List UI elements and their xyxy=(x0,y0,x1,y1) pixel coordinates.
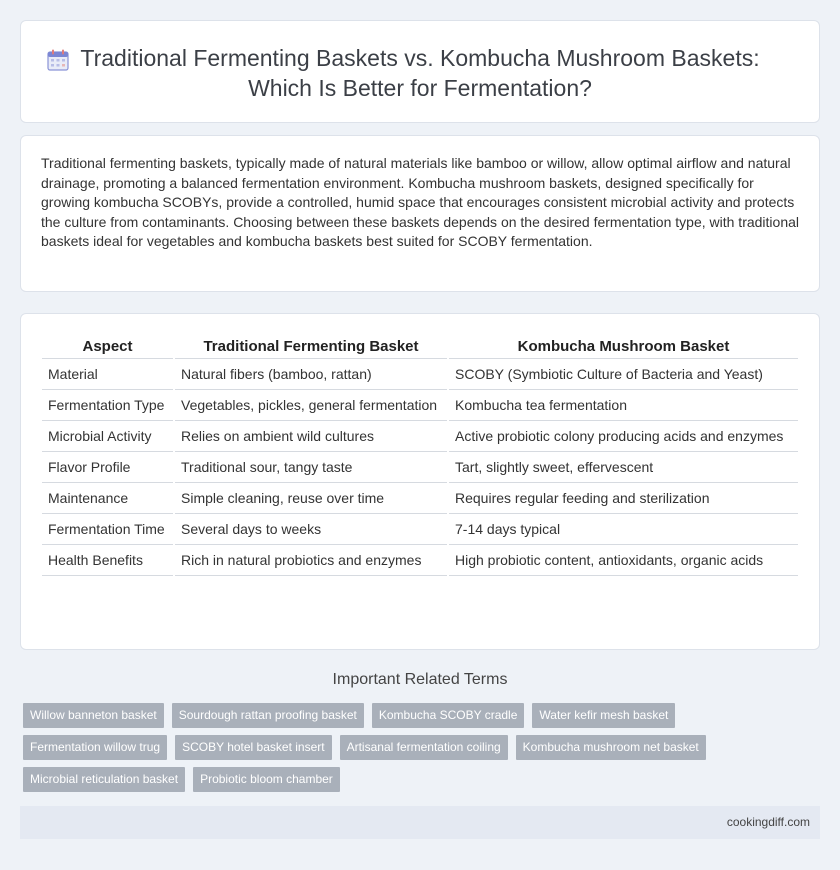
related-term-tag[interactable]: Kombucha SCOBY cradle xyxy=(372,703,525,728)
table-row xyxy=(42,451,798,482)
tag-row xyxy=(23,735,723,760)
related-terms-title: Important Related Terms xyxy=(332,671,508,688)
table-cell-kombucha: Kombucha tea fermentation xyxy=(448,389,798,420)
page-title-line-1: Traditional Fermenting Baskets vs. Kombucha Mushroom Baskets: xyxy=(80,45,760,71)
tag-row xyxy=(23,703,723,728)
related-term-tag[interactable]: Water kefir mesh basket xyxy=(532,703,675,728)
related-term-tag[interactable]: Sourdough rattan proofing basket xyxy=(172,703,364,728)
table-row xyxy=(42,358,798,389)
table-cell-kombucha: Requires regular feeding and sterilization xyxy=(448,482,798,513)
table-cell-traditional: Simple cleaning, reuse over time xyxy=(174,482,448,513)
table-header-aspect: Aspect xyxy=(42,334,174,358)
page-title-line-2: Which Is Better for Fermentation? xyxy=(248,75,592,101)
intro-card xyxy=(20,135,820,292)
related-term-tag[interactable]: SCOBY hotel basket insert xyxy=(175,735,332,760)
related-term-tag[interactable]: Kombucha mushroom net basket xyxy=(516,735,706,760)
table-cell-aspect: Flavor Profile xyxy=(42,451,174,482)
related-term-tag[interactable]: Fermentation willow trug xyxy=(23,735,167,760)
table-cell-kombucha: 7-14 days typical xyxy=(448,513,798,544)
table-cell-traditional: Several days to weeks xyxy=(174,513,448,544)
comparison-table xyxy=(42,334,798,576)
table-cell-kombucha: Active probiotic colony producing acids and enzymes xyxy=(448,420,798,451)
table-cell-aspect: Microbial Activity xyxy=(42,420,174,451)
related-term-tag[interactable]: Microbial reticulation basket xyxy=(23,767,185,792)
table-cell-aspect: Material xyxy=(42,358,174,389)
table-cell-traditional: Vegetables, pickles, general fermentation xyxy=(174,389,448,420)
table-row xyxy=(42,389,798,420)
related-terms-list xyxy=(23,703,723,799)
tag-row xyxy=(23,767,723,792)
related-term-tag[interactable]: Artisanal fermentation coiling xyxy=(340,735,508,760)
table-row xyxy=(42,544,798,575)
table-header-kombucha: Kombucha Mushroom Basket xyxy=(448,334,798,358)
table-cell-aspect: Fermentation Type xyxy=(42,389,174,420)
table-cell-aspect: Fermentation Time xyxy=(42,513,174,544)
footer-site-link[interactable]: cookingdiff.com xyxy=(726,815,810,829)
page-title xyxy=(21,43,819,103)
table-cell-kombucha: High probiotic content, antioxidants, organic acids xyxy=(448,544,798,575)
title-card xyxy=(20,20,820,123)
table-cell-traditional: Traditional sour, tangy taste xyxy=(174,451,448,482)
footer xyxy=(20,806,820,839)
table-row xyxy=(42,420,798,451)
table-header-row xyxy=(42,334,798,358)
table-cell-traditional: Natural fibers (bamboo, rattan) xyxy=(174,358,448,389)
table-cell-aspect: Maintenance xyxy=(42,482,174,513)
table-cell-kombucha: Tart, slightly sweet, effervescent xyxy=(448,451,798,482)
related-term-tag[interactable]: Probiotic bloom chamber xyxy=(193,767,340,792)
table-header-traditional: Traditional Fermenting Basket xyxy=(174,334,448,358)
comparison-card xyxy=(20,313,820,650)
table-cell-kombucha: SCOBY (Symbiotic Culture of Bacteria and Yeast) xyxy=(448,358,798,389)
table-cell-traditional: Rich in natural probiotics and enzymes xyxy=(174,544,448,575)
intro-paragraph: Traditional fermenting baskets, typically made of natural materials like bamboo or willow, allow optimal airflow and natural drainage, promoting a balanced fermentation environment. Kombucha mushroom baskets, designed specifically for growing kombucha SCOBYs, provide a controlled, humid space that encourages consistent microbial activity and protects the culture from contaminants. Choosing between these baskets depends on the desired fermentation type, with traditional baskets ideal for vegetables and kombucha baskets best suited for SCOBY fermentation. xyxy=(41,155,800,249)
table-row xyxy=(42,482,798,513)
related-term-tag[interactable]: Willow banneton basket xyxy=(23,703,164,728)
table-row xyxy=(42,513,798,544)
table-cell-aspect: Health Benefits xyxy=(42,544,174,575)
table-cell-traditional: Relies on ambient wild cultures xyxy=(174,420,448,451)
